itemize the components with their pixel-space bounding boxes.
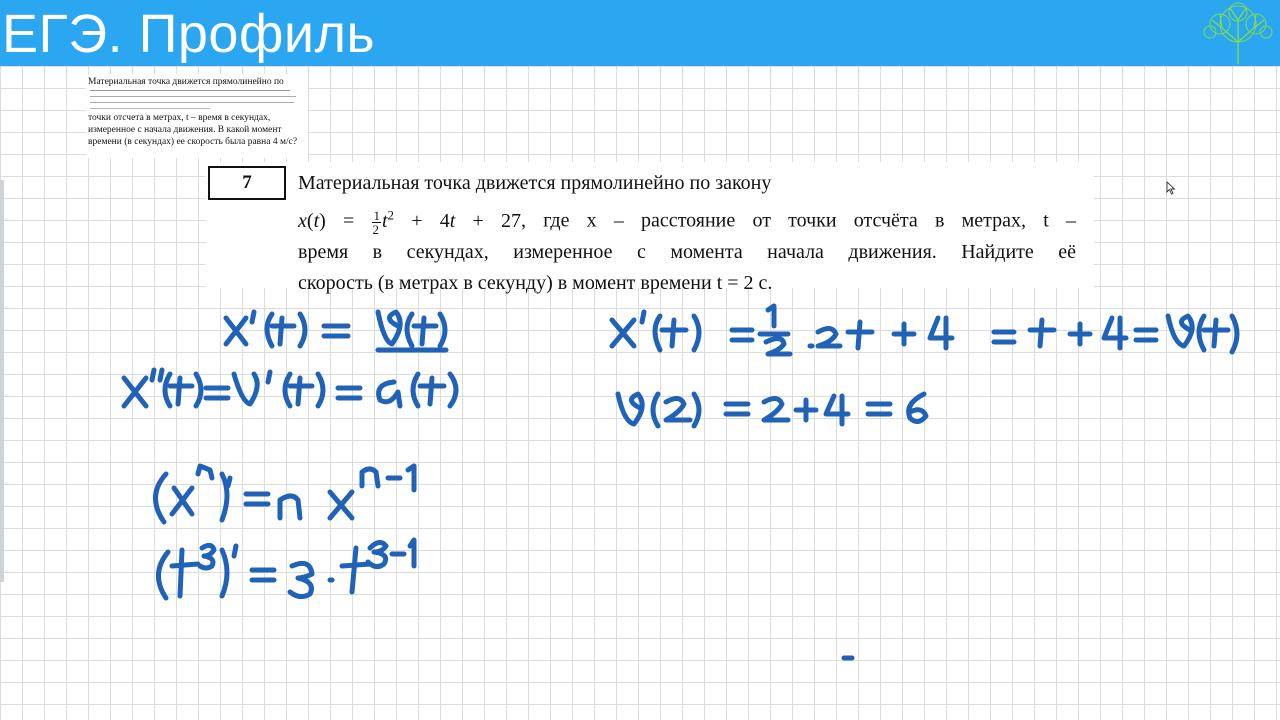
- problem-statement: [298, 168, 1076, 299]
- handwriting-line-5: [612, 306, 1237, 354]
- problem-line-4-text: скорость (в метрах в секунду) в момент времени: [298, 271, 712, 294]
- thumbnail-small-print: [90, 90, 300, 112]
- problem-line-2-text: , где x – расстояние от точки отсчёта в метрах, t –: [520, 209, 1076, 232]
- thumbnail-line-1: Материальная точка движется прямолинейно по: [88, 77, 284, 87]
- header-bar: [0, 0, 1280, 66]
- problem-line-4: [298, 268, 1076, 299]
- thumbnail-line-2: точки отсчета в метрах, t – время в секундах,: [88, 113, 271, 123]
- handwriting-line-4: [158, 540, 414, 598]
- handwriting-line-3: [155, 466, 414, 522]
- page-title: ЕГЭ. Профиль: [2, 4, 376, 64]
- thumbnail-line-4: времени (в секундах) ее скорость была равна 4 м/с?: [88, 137, 298, 147]
- tree-logo-icon: [1198, 2, 1276, 64]
- problem-card: [206, 162, 1094, 294]
- time-value: t = 2 с.: [716, 271, 773, 294]
- thumbnail-line-3: измеренное с начала движения. В какой момент: [88, 125, 282, 135]
- task-thumbnail: [86, 74, 308, 158]
- left-edge-strip: [0, 180, 4, 582]
- problem-line-2: [298, 199, 1076, 237]
- task-number-box: 7: [208, 166, 286, 200]
- handwriting-line-6: [618, 394, 926, 426]
- mouse-cursor-icon: [1166, 181, 1176, 195]
- problem-line-1: Материальная точка движется прямолинейно по закону: [298, 172, 772, 194]
- law-formula: x(t) = $\frac{1}{2}$ $t^2 + 4t + 27$: [298, 207, 521, 237]
- handwriting-line-2: [124, 370, 456, 406]
- problem-line-3: время в секундах, измеренное с момента начала движения. Найдите её: [298, 240, 1076, 263]
- handwriting-line-1: [226, 312, 446, 350]
